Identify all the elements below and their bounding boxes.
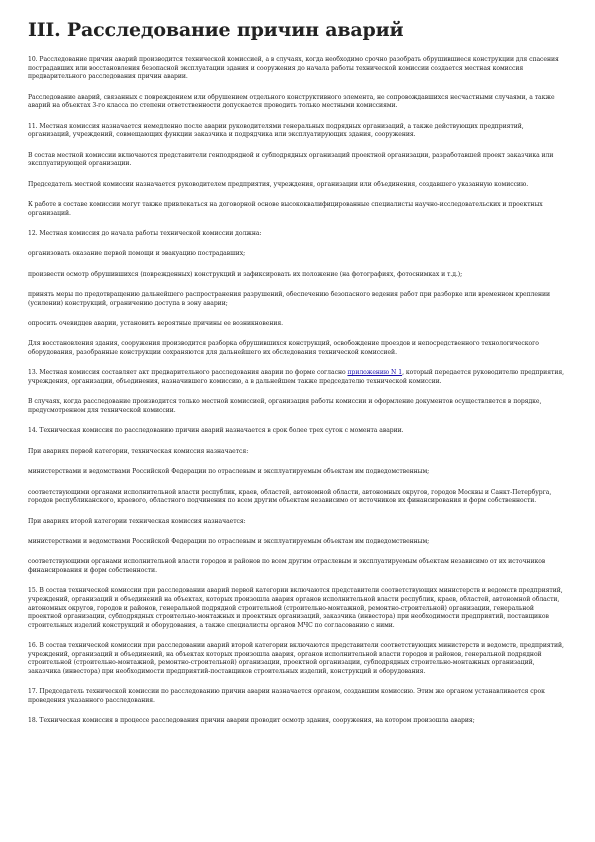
paragraph-text: 14. Техническая комиссия по расследованию причин аварий назначается в срок более трех суток с момента аварии. <box>28 427 404 435</box>
paragraph-text: 17. Председатель технической комиссии по расследованию причин аварии назначается органом, создавшим комиссию. Этим же органом устанавливается срок проведения указанного расследования. <box>28 688 545 704</box>
paragraph <box>28 230 568 239</box>
page-title: III. Расследование причин аварий <box>28 19 404 41</box>
paragraph-text: соответствующими органами исполнительной власти городов и районов по всем другим отраслевым и эксплуатируемым объектам независимо от их источников финансирования и форм собственности. <box>28 558 546 574</box>
paragraph-text: Расследование аварий, связанных с повреждением или обрушением отдельного конструктивного элемента, не сопровождавшихся несчастными случаями, а также аварий на объектах 3-го класса по степени ответственности допускается проводить только местными комиссиями. <box>28 93 555 110</box>
paragraph-text: 16. В состав технической комиссии при расследовании аварий второй категории включаются представители соответствующих министерств и ведомств, предприятий, учреждений, организаций и объединений, на объектах которых произошла авария, органов исполнительной власти городов и районов, генеральной подрядной строительной (строительно-монтажной, ремонтно-строительной) организации, проектной организации, субподрядных строительно-монтажных организаций, заказчика (инвестора) при необходимости предприятий-поставщиков строительных изделий, конструкций и оборудования. <box>28 642 564 675</box>
paragraph-text: 18. Техническая комиссия в процессе расследования причин аварии проводит осмотр здания, сооружения, на котором произошла авария; <box>28 717 475 725</box>
paragraph <box>28 201 568 218</box>
paragraph <box>28 56 568 82</box>
paragraph-text: опросить очевидцев аварии, установить вероятные причины ее возникновения. <box>28 320 284 328</box>
paragraph-text: принять меры по предотвращению дальнейшего распространения разрушений, обеспечению безопасного ведения работ при разборке или временном креплении (усилении) конструкций, ограничению доступа в зону аварии; <box>28 291 551 307</box>
paragraph-text: При авариях второй категории техническая комиссия назначается: <box>28 517 246 525</box>
paragraph <box>28 518 568 527</box>
paragraph-text: соответствующими органами исполнительной власти республик, краев, областей, автономной области, автономных округов, городов Москвы и Санкт-Петербурга, городов республиканского, краевого, областного подчинения по всем другим объектам независимо от источников их финансирования и форм собственности. <box>28 488 552 505</box>
paragraph <box>28 94 568 111</box>
paragraph-text: К работе в составе комиссии могут также привлекаться на договорной основе высококвалифицированные специалисты научно-исследовательских и проектных организаций. <box>28 200 543 217</box>
document-body <box>28 56 568 726</box>
paragraph <box>28 250 568 259</box>
paragraph-text: Председатель местной комиссии назначается руководителем предприятия, учреждения, организации или объединения, создавшего указанную комиссию. <box>28 180 529 188</box>
paragraph <box>28 468 568 477</box>
paragraph-text: В состав местной комиссии включаются представители генподрядной и субподрядных организаций проектной организации, разработавшей проект заказчика или эксплуатирующей организации. <box>28 151 554 168</box>
paragraph <box>28 688 568 705</box>
paragraph-text: 15. В состав технической комиссии при расследовании аварий первой категории включаются представители соответствующих министерств и ведомств предприятий, учреждений, организаций и объединений на объектах, которых произошла авария органов исполнительной власти республик, краев, областей, автономной области, автономных округов, городов и районов, генеральной подрядной строительной (строительно-монтажной, ремонтно-строительной) организации, генеральной проектной организации, субподрядных строительно-монтажных и проектных организаций, заказчика (инвестора) при необходимости предприятий, поставщиков строительных изделий конструкций и оборудования, а также специалисты органов МЧС по согласованию с ними. <box>28 587 563 629</box>
paragraph <box>28 181 568 190</box>
paragraph <box>28 123 568 140</box>
paragraph-text: 11. Местная комиссия назначается немедленно после аварии руководителями генеральных подрядных организаций, а также действующих предприятий, организаций, учреждений, совмещающих функции заказчика и подрядчика или эксплуатирующих здания, сооружения. <box>28 122 524 139</box>
paragraph <box>28 717 568 726</box>
paragraph-text: произвести осмотр обрушившихся (поврежденных) конструкций и зафиксировать их положение (на фотографиях, фотоснимках и т.д.); <box>28 270 463 278</box>
paragraph <box>28 271 568 280</box>
paragraph <box>28 448 568 457</box>
paragraph <box>28 398 568 415</box>
appendix-link[interactable]: приложению N 1 <box>347 369 403 377</box>
paragraph <box>28 489 568 506</box>
paragraph <box>28 369 568 386</box>
paragraph-text: Для восстановления здания, сооружения производится разборка обрушившихся конструкций, освобождение проездов и непосредственного технологического оборудования, разобранные конструкции сохраняются для дальнейшего их обследования технической комиссией. <box>28 340 539 357</box>
paragraph <box>28 427 568 436</box>
document-page <box>28 18 568 838</box>
paragraph-text: 13. Местная комиссия составляет акт предварительного расследования аварии по форме согласно <box>28 369 348 377</box>
paragraph-text: При авариях первой категории, техническая комиссия назначается: <box>28 447 249 455</box>
paragraph-text-after-link: , который передается руководителю предприятия, учреждения, организации, объединения, назначившего комиссию, а в дальнейшем также председателю технической комиссии. <box>28 369 565 386</box>
paragraph <box>28 587 568 630</box>
paragraph <box>28 152 568 169</box>
paragraph-text: 12. Местная комиссия до начала работы технической комиссии должна: <box>28 229 262 237</box>
paragraph <box>28 340 568 357</box>
paragraph <box>28 320 568 329</box>
paragraph-text: 10. Расследование причин аварий производится технической комиссией, а в случаях, когда необходимо срочно разобрать обрушившиеся конструкции для спасения пострадавших или восстановления безопасной эксплуатации здания и сооружения до начала работы технической комиссии создается местная комиссия предварительного расследования причин аварии. <box>28 56 559 81</box>
paragraph-text: В случаях, когда расследование производится только местной комиссией, организация работы комиссии и оформление документов осуществляется в порядке, предусмотренном для технической комиссии. <box>28 398 542 415</box>
paragraph <box>28 538 568 547</box>
paragraph <box>28 558 568 575</box>
paragraph-text: организовать оказание первой помощи и эвакуацию пострадавших; <box>28 250 246 258</box>
paragraph-text: министерствами и ведомствами Российской Федерации по отраслевым и эксплуатируемым объектам им подведомственным; <box>28 537 430 545</box>
paragraph <box>28 642 568 676</box>
paragraph <box>28 291 568 308</box>
paragraph-text: министерствами и ведомствами Российской Федерации по отраслевым и эксплуатируемым объектам им подведомственным; <box>28 468 430 476</box>
